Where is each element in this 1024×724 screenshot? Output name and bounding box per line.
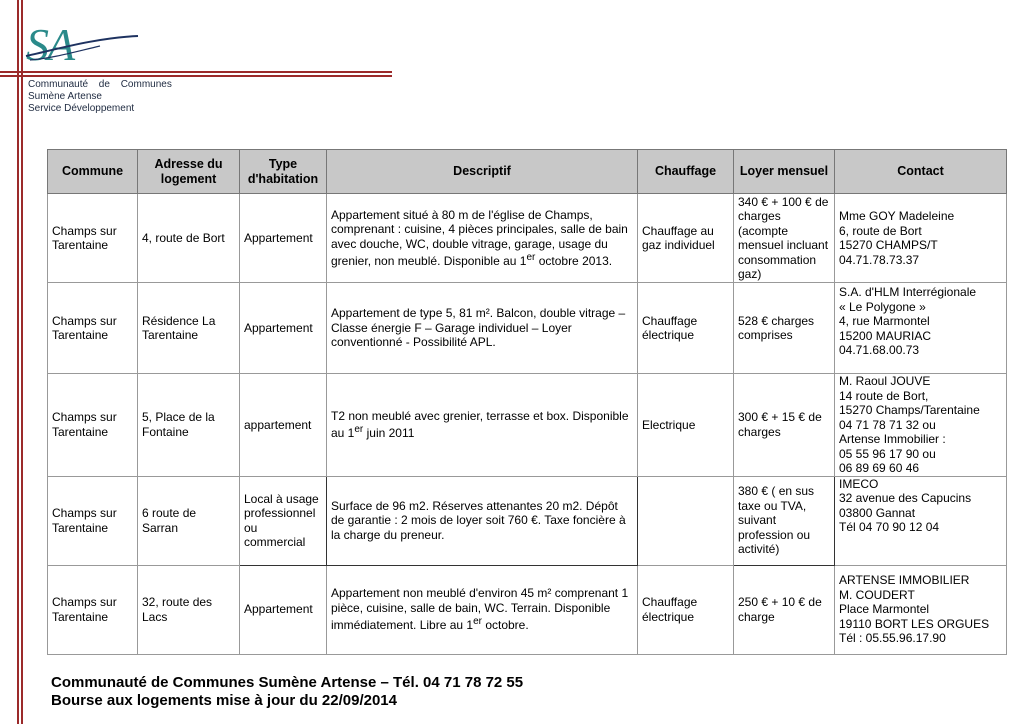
cell-type: Appartement [240,283,327,374]
cell-loyer: 300 € + 15 € de charges [734,374,835,477]
header-contact: Contact [835,150,1007,194]
descriptif-text: Appartement de type 5, 81 m². Balcon, double vitrage – Classe énergie F – Garage individuel – Loyer conventionné - Possibilité APL. [331,306,626,350]
cell-descriptif [327,283,638,374]
cell-loyer: 340 € + 100 € de charges (acompte mensuel incluant consommation gaz) [734,194,835,283]
cell-chauffage: Chauffage au gaz individuel [638,194,734,283]
cell-contact: ARTENSE IMMOBILIER M. COUDERT Place Marmontel 19110 BORT LES ORGUES Tél : 05.55.96.17.90 [835,565,1007,654]
descriptif-superscript: er [473,616,482,628]
footer-update-line: Bourse aux logements mise à jour du 22/09/2014 [51,692,397,709]
housing-table [47,149,1007,655]
cell-chauffage: Electrique [638,374,734,477]
cell-descriptif [327,476,638,565]
cell-commune: Champs sur Tarentaine [48,283,138,374]
cell-contact: IMECO 32 avenue des Capucins 03800 Gannat Tél 04 70 90 12 04 [835,476,1007,565]
descriptif-superscript: er [526,252,536,263]
org-name-line2: Sumène Artense [28,91,102,102]
footer-contact-line: Communauté de Communes Sumène Artense – Tél. 04 71 78 72 55 [51,674,524,691]
header-chauffage: Chauffage [638,150,734,194]
logo-letters: SA [26,20,74,70]
descriptif-text: Surface de 96 m2. Réserves attenantes 20 m2. Dépôt de garantie : 2 mois de loyer soit 760 €. Taxe foncière à la charge du preneur. [331,498,626,542]
org-name-line1: Communauté de Communes [28,79,172,90]
descriptif-text: Appartement non meublé d'environ 45 m² comprenant 1 pièce, cuisine, salle de bain, WC. Terrain. Disponible immédiatement. Libre au 1 [331,586,629,633]
footer [51,674,523,710]
header-adresse: Adresse du logement [138,150,240,194]
cell-type: appartement [240,374,327,477]
cell-chauffage: Chauffage électrique [638,565,734,654]
descriptif-tail: octobre 2013. [535,254,613,268]
cell-commune: Champs sur Tarentaine [48,194,138,283]
table-row [48,374,1007,477]
header-loyer: Loyer mensuel [734,150,835,194]
header-commune: Commune [48,150,138,194]
cell-adresse: 4, route de Bort [138,194,240,283]
cell-adresse: 32, route des Lacs [138,565,240,654]
cell-loyer: 250 € + 10 € de charge [734,565,835,654]
frame-line-horizontal-2 [0,75,392,77]
cell-loyer: 380 € ( en sus taxe ou TVA, suivant profession ou activité) [734,476,835,565]
header-type: Type d'habitation [240,150,327,194]
cell-type: Appartement [240,565,327,654]
cell-contact: M. Raoul JOUVE 14 route de Bort, 15270 Champs/Tarentaine 04 71 78 71 32 ou Artense Immobilier : 05 55 96 17 90 ou 06 89 69 60 46 [835,374,1007,477]
table-header-row [48,150,1007,194]
cell-chauffage: Chauffage électrique [638,283,734,374]
descriptif-text: T2 non meublé avec grenier, terrasse et box. Disponible au 1 [331,408,629,441]
cell-descriptif [327,565,638,654]
cell-descriptif [327,374,638,477]
cell-commune: Champs sur Tarentaine [48,374,138,477]
cell-adresse: Résidence La Tarentaine [138,283,240,374]
cell-type: Appartement [240,194,327,283]
cell-commune: Champs sur Tarentaine [48,476,138,565]
frame-line-vertical-2 [21,0,23,724]
organization-block [28,79,172,115]
table-row [48,283,1007,374]
table-row [48,476,1007,565]
frame-line-horizontal-1 [0,71,392,73]
cell-loyer: 528 € charges comprises [734,283,835,374]
table-row [48,565,1007,654]
sa-logo [24,20,140,70]
frame-line-vertical-1 [17,0,19,724]
descriptif-tail: juin 2011 [363,426,415,441]
header-descriptif: Descriptif [327,150,638,194]
descriptif-superscript: er [354,424,364,436]
cell-descriptif [327,194,638,283]
cell-chauffage [638,476,734,565]
table-row [48,194,1007,283]
cell-adresse: 5, Place de la Fontaine [138,374,240,477]
cell-adresse: 6 route de Sarran [138,476,240,565]
cell-contact: S.A. d'HLM Interrégionale « Le Polygone » 4, rue Marmontel 15200 MAURIAC 04.71.68.00.73 [835,283,1007,374]
descriptif-tail: octobre. [481,618,529,633]
cell-type: Local à usage professionnel ou commercial [240,476,327,565]
descriptif-text: Appartement situé à 80 m de l'église de Champs, comprenant : cuisine, 4 pièces principales, salle de bain avec douche, WC, double vitrage, garage, usage du grenier, non meublé. Disponible au 1 [331,207,628,268]
cell-contact: Mme GOY Madeleine 6, route de Bort 15270 CHAMPS/T 04.71.78.73.37 [835,194,1007,283]
cell-commune: Champs sur Tarentaine [48,565,138,654]
org-service-line: Service Développement [28,103,135,114]
